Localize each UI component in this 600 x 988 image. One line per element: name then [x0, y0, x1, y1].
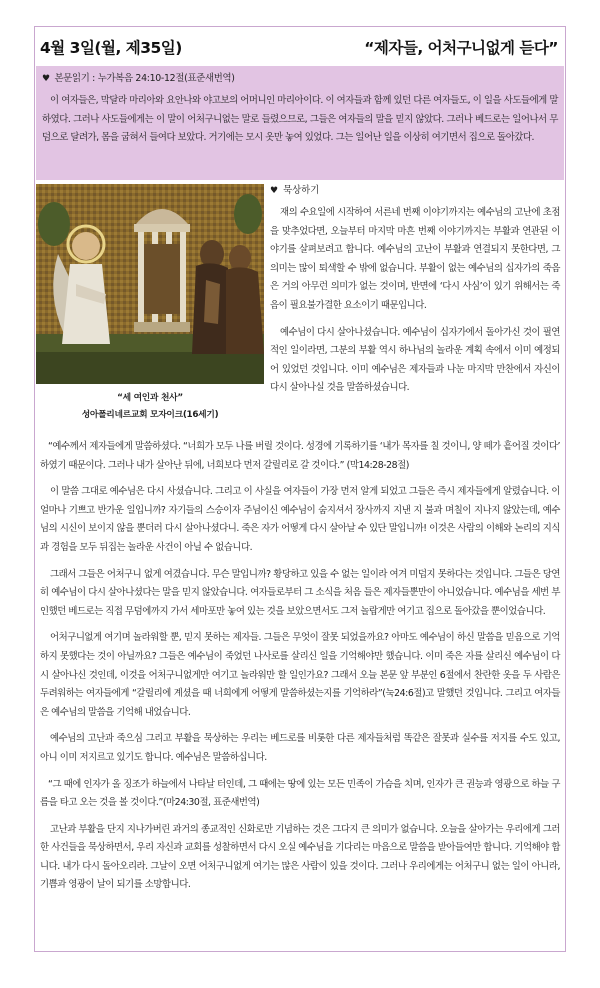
- quote-matthew-24: “그 때에 인자가 올 징조가 하늘에서 나타날 터인데, 그 때에는 땅에 있는 모든 민족이 가슴을 치며, 인자가 큰 권능과 영광으로 하늘 구름을 타고 오는 것을 볼 것이다.”(마24:30절, 표준새번역): [40, 778, 560, 809]
- meditation-heading: [270, 184, 560, 198]
- mosaic-illustration: [36, 184, 264, 384]
- mosaic-caption: [36, 390, 264, 424]
- caption-title: “세 여인과 천사”: [117, 393, 183, 403]
- body-paragraph-3: 어처구니없게 여기며 놀라워할 뿐, 믿지 못하는 제자들. 그들은 무엇이 잘못 되었을까요? 아마도 예수님이 하신 말씀을 믿음으로 기억하지 못했다는 것이 아닐까요? 그들은 예수님이 죽었던 나사로를 살리신 일을 기억해야만 했습니다. 이미 죽은 자를 살리신 예수님이 다시 살아나신 것인데, 이것을 어처구니없게만 여기고 놀라워만 할 일인가요? 그래서 오늘 본문 앞 부분인 6절에서 찬란한 옷을 두 사람은 두려워하는 여자들에게 “갈릴리에 계셨을 때 너희에게 어떻게 말씀하셨는지를 기억하라”(눅24:6절)고 말했던 것입니다. 그리고 여자들은 예수님의 말씀을 기억해 내었습니다.: [40, 632, 560, 718]
- meditation-heading-text: 묵상하기: [283, 185, 320, 196]
- title-row: [40, 36, 562, 60]
- caption-source: 성아폴리네르교회 모자이크(16세기): [81, 410, 219, 420]
- page-theme-title: “제자들, 어처구니없게 듣다”: [364, 39, 558, 57]
- reading-heading: [42, 72, 558, 86]
- meditation-paragraph-1: 재의 수요일에 시작하여 서른네 번째 이야기까지는 예수님의 고난에 초점을 맞추었다면, 오늘부터 마지막 마흔 번째 이야기까지는 부활과 연관된 이야기를 살펴보려고 합니다. 예수님의 고난이 부활과 연결되지 못한다면, 그 의미는 많이 퇴색할 수 밖에 없습니다. 부활이 없는 예수님의 십자가의 죽음은 거의 아무런 의미가 없는 것이며, 반면에 ‘다시 사심’이 있기 위해서는 죽음이 필요불가결한 요소이기 때문입니다.: [270, 207, 560, 311]
- body-paragraph-4: 예수님의 고난과 죽으심 그리고 부활을 묵상하는 우리는 베드로를 비롯한 다른 제자들처럼 똑같은 잘못과 실수를 저지를 수도 있고, 아니 이미 저지르고 있기도 합니다. 예수님은 말씀하십니다.: [40, 733, 560, 763]
- main-text: [40, 438, 560, 903]
- quote-mark-14: “예수께서 제자들에게 말씀하셨다. “너희가 모두 나를 버릴 것이다. 성경에 기록하기를 ‘내가 목자를 칠 것이니, 양 떼가 흩어질 것이다’ 하였기 때문이다. 그러나 내가 살아난 뒤에, 너희보다 먼저 갈릴리로 갈 것이다.” (막14:28-28절): [40, 441, 561, 471]
- reading-text: 이 여자들은, 막달라 마리아와 요안나와 야고보의 어머니인 마리아이다. 이 여자들과 함께 있던 다른 여자들도, 이 일을 사도들에게 말하였다. 그러나 사도들에게는 이 말이 어처구니없는 말로 들렸으므로, 그들은 여자들의 말을 믿지 않았다. 그러나 베드로는 일어나서 무덤으로 달려가, 몸을 굽혀서 들여다 보았다. 거기에는 모시 옷만 놓여 있었다. 그는 일어난 일을 이상히 여기면서 집으로 돌아갔다.: [42, 95, 558, 144]
- body-paragraph-2: 그래서 그들은 어처구니 없게 여겼습니다. 무슨 말입니까? 황당하고 있을 수 없는 일이라 여겨 미덥지 못하다는 것입니다. 그들은 당연히 예수님이 다시 살아나셨다는 말을 믿지 않았습니다. 여자들로부터 그 소식을 처음 들은 제자들뿐만이 아니었습니다. 예수님을 세번 부인했던 베드로는 직접 무덤에까지 가서 세마포만 놓여 있는 것을 보았으면서도 그저 놀랍게만 여기고 집으로 돌아갔을 뿐이었습니다.: [40, 568, 560, 617]
- reading-heading-text: 본문읽기 : 누가복음 24:10-12절(표준새번역): [54, 73, 235, 84]
- heart-icon: ♥: [270, 186, 279, 196]
- meditation-section: [270, 184, 560, 398]
- mosaic-image: [36, 184, 264, 384]
- heart-icon: ♥: [42, 74, 50, 84]
- body-paragraph-5: 고난과 부활을 단지 지나가버린 과거의 종교적인 신화로만 기념하는 것은 그다지 큰 의미가 없습니다. 오늘을 살아가는 우리에게 그러한 사건들을 묵상하면서, 우리 자신과 교회를 성찰하면서 다시 오실 예수님을 기다리는 마음으로 말씀을 받아들여만 합니다. 기억해야 합니다. 내가 다시 돌아오리라. 그날이 오면 어처구니없게 여기는 많은 사람이 있을 것이다. 그러나 우리에게는 어처구니 없는 일이 아니라, 기쁨과 영광이 날이 되기를 소망합니다.: [40, 823, 560, 891]
- page-date-title: 4월 3일(월, 제35일): [40, 39, 182, 57]
- scripture-reading-box: [36, 66, 564, 180]
- body-paragraph-1: 이 말씀 그대로 예수님은 다시 사셨습니다. 그리고 이 사실을 여자들이 가장 먼저 알게 되었고 그들은 즉시 제자들에게 알렸습니다. 이 얼마나 기쁘고 반가운 일입니까? 자기들의 스승이자 주님이신 예수님이 숨지셔서 장사까지 지낸 지 불과 며칠이 지나지 않았는데, 예수님의 시신이 보이지 않을 뿐더러 다시 살아나셨다니. 죽은 자가 어떻게 다시 살아날 수 있단 말입니까! 이것은 사람의 이해와 논리의 지식과 경험을 모두 뒤집는 놀라운 사건이 아닐 수 없습니다.: [40, 486, 560, 553]
- meditation-paragraph-2: 예수님이 다시 살아나셨습니다. 예수님이 십자가에서 돌아가신 것이 필연적인 일이라면, 그분의 부활 역시 하나님의 놀라운 계획 속에서 이미 예정되어 있었던 것입니다. 이미 예수님은 제자들과 나눈 마지막 만찬에서 자신이 다시 살아나실 것을 말씀하셨습니다.: [270, 326, 560, 394]
